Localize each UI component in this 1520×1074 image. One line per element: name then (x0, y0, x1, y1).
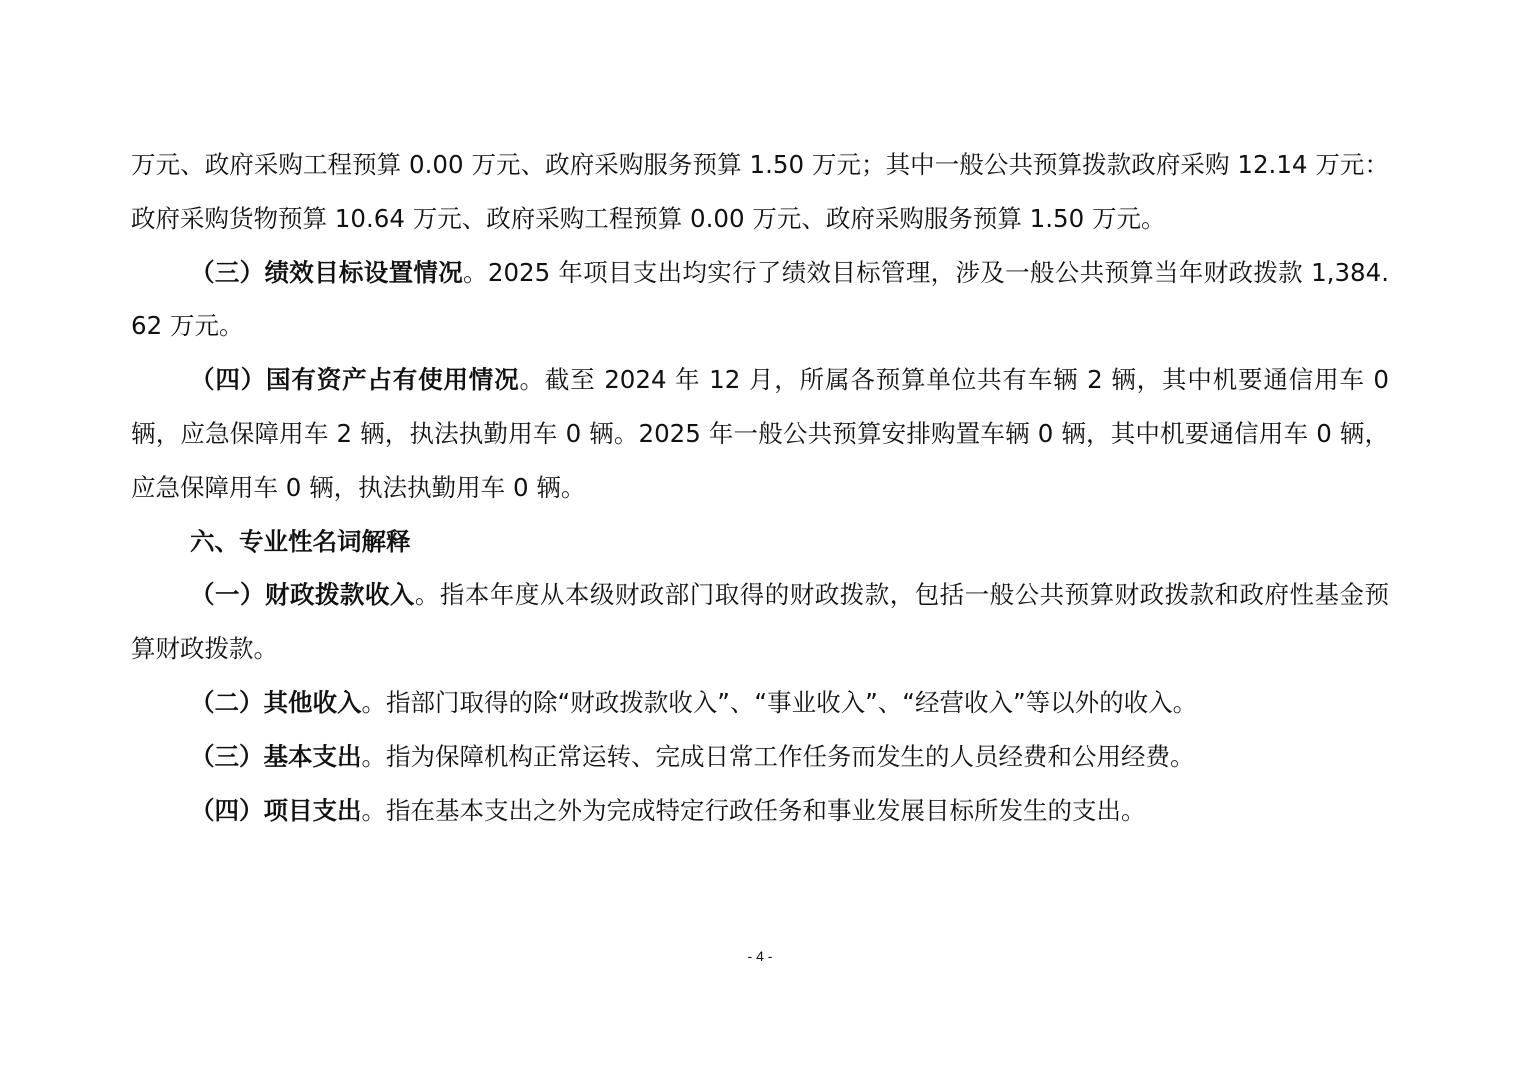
term-label: （四）项目支出 (190, 795, 362, 825)
paragraph-procurement-continued (131, 138, 1389, 246)
page-number: - 4 - (747, 948, 773, 964)
paragraph-state-assets (131, 353, 1389, 514)
document-body (131, 138, 1389, 837)
paragraph-project-expenditure (131, 784, 1389, 838)
term-definition: 。指为保障机构正常运转、完成日常工作任务而发生的人员经费和公用经费。 (361, 741, 1195, 771)
section-label: （四）国有资产占有使用情况 (190, 365, 520, 395)
heading-text: 六、专业性名词解释 (190, 526, 411, 556)
paragraph-basic-expenditure (131, 730, 1389, 784)
term-definition: 。指部门取得的除“财政拨款收入”、“事业收入”、“经营收入”等以外的收入。 (361, 687, 1198, 717)
term-label: （三）基本支出 (190, 741, 362, 771)
section-label: （三）绩效目标设置情况 (190, 257, 464, 287)
term-label: （一）财政拨款收入 (190, 580, 415, 610)
paragraph-performance-goals (131, 246, 1389, 354)
term-definition: 。指在基本支出之外为完成特定行政任务和事业发展目标所发生的支出。 (361, 795, 1146, 825)
section-heading-terms (131, 515, 1389, 569)
paragraph-fiscal-appropriation-income (131, 568, 1389, 676)
term-definition: 。指本年度从本级财政部门取得的财政拨款，包括一般公共预算财政拨款和政府性基金预算财政拨款。 (131, 580, 1389, 664)
paragraph-text: 。2025 年项目支出均实行了绩效目标管理，涉及一般公共预算当年财政拨款 1,384.62 万元。 (131, 257, 1390, 341)
paragraph-text: 万元、政府采购工程预算 0.00 万元、政府采购服务预算 1.50 万元；其中一般公共预算拨款政府采购 12.14 万元：政府采购货物预算 10.64 万元、政府采购工程预算 0.00 万元、政府采购服务预算 1.50 万元。 (131, 150, 1389, 233)
term-label: （二）其他收入 (190, 687, 362, 717)
paragraph-text: 。截至 2024 年 12 月，所属各预算单位共有车辆 2 辆，其中机要通信用车 0 辆，应急保障用车 2 辆，执法执勤用车 0 辆。2025 年一般公共预算安排购置车辆 0 辆，其中机要通信用车 0 辆，应急保障用车 0 辆，执法执勤用车 0 辆。 (131, 365, 1390, 502)
paragraph-other-income (131, 676, 1389, 730)
